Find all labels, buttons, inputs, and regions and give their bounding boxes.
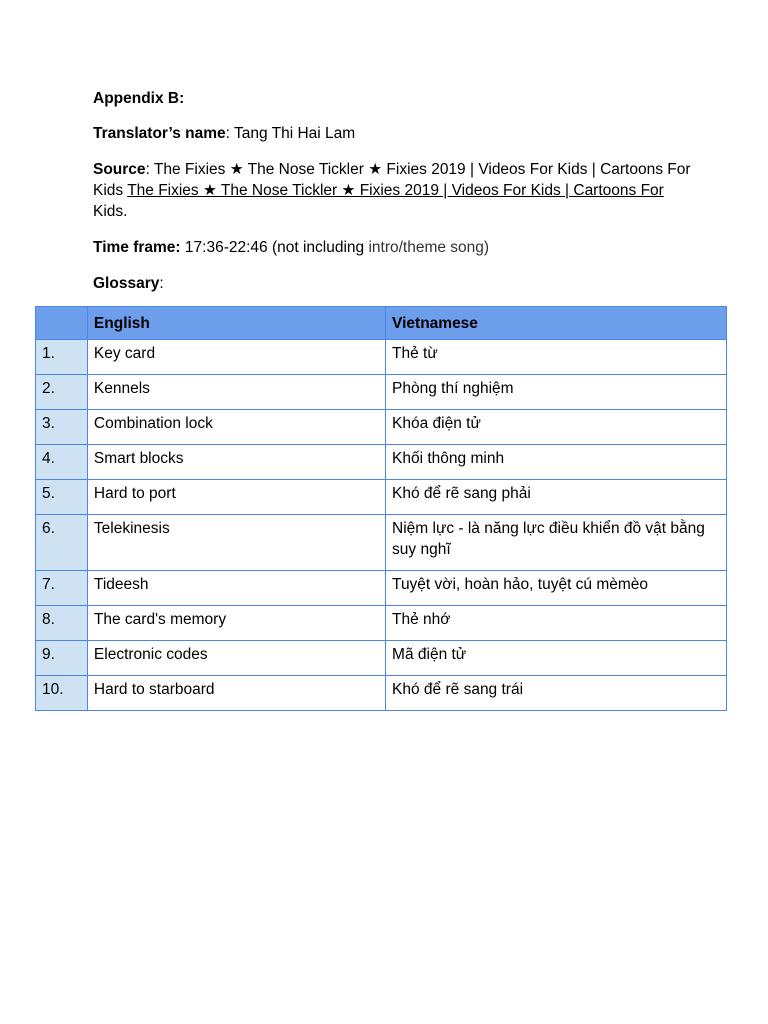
row-vietnamese: Khó để rẽ sang phải <box>386 480 727 515</box>
header-row <box>36 307 727 340</box>
row-english: Tideesh <box>87 571 385 606</box>
row-english: Kennels <box>87 375 385 410</box>
row-number: 4. <box>36 445 88 480</box>
glossary-label: Glossary <box>93 275 160 292</box>
glossary-heading <box>93 273 693 294</box>
time-frame-line <box>93 237 693 258</box>
row-number: 8. <box>36 606 88 641</box>
time-frame-label: Time frame: <box>93 239 181 256</box>
row-vietnamese: Niệm lực - là năng lực điều khiển đồ vật bằng suy nghĩ <box>386 515 727 571</box>
table-row <box>36 410 727 445</box>
table-row <box>36 515 727 571</box>
row-english: Key card <box>87 340 385 375</box>
row-vietnamese: Tuyệt vời, hoàn hảo, tuyệt cú mèmèo <box>386 571 727 606</box>
table-row <box>36 641 727 676</box>
row-english: Combination lock <box>87 410 385 445</box>
glossary-table-body <box>36 340 727 711</box>
glossary-table <box>35 306 727 711</box>
row-english: Hard to port <box>87 480 385 515</box>
glossary-colon: : <box>159 275 164 292</box>
row-english: Smart blocks <box>87 445 385 480</box>
table-row <box>36 480 727 515</box>
row-number: 6. <box>36 515 88 571</box>
source-tail: Kids. <box>93 203 128 220</box>
table-row <box>36 375 727 410</box>
table-row <box>36 676 727 711</box>
row-number: 1. <box>36 340 88 375</box>
header-number <box>36 307 88 340</box>
translator-line <box>93 123 693 144</box>
row-english: The card's memory <box>87 606 385 641</box>
row-number: 5. <box>36 480 88 515</box>
appendix-title: Appendix B: <box>93 90 185 107</box>
row-number: 9. <box>36 641 88 676</box>
table-row <box>36 571 727 606</box>
row-vietnamese: Khó để rẽ sang trái <box>386 676 727 711</box>
header-vietnamese: Vietnamese <box>386 307 727 340</box>
row-vietnamese: Khóa điện tử <box>386 410 727 445</box>
row-english: Telekinesis <box>87 515 385 571</box>
row-number: 10. <box>36 676 88 711</box>
row-number: 2. <box>36 375 88 410</box>
source-link[interactable]: The Fixies ★ The Nose Tickler ★ Fixies 2019 | Videos For Kids | Cartoons For <box>127 182 664 199</box>
source-text: : The Fixies ★ The Nose Tickler ★ Fixies 2019 | Videos For Kids | Cartoons For Kids <box>93 161 691 199</box>
row-english: Electronic codes <box>87 641 385 676</box>
row-number: 3. <box>36 410 88 445</box>
glossary-table-header <box>36 307 727 340</box>
row-vietnamese: Thẻ nhớ <box>386 606 727 641</box>
table-row <box>36 340 727 375</box>
row-vietnamese: Thẻ từ <box>386 340 727 375</box>
row-vietnamese: Phòng thí nghiệm <box>386 375 727 410</box>
row-number: 7. <box>36 571 88 606</box>
translator-value: : Tang Thi Hai Lam <box>225 125 356 142</box>
time-frame-value: 17:36-22:46 (not including <box>180 239 369 256</box>
time-frame-value-tail: intro/theme song) <box>368 239 490 256</box>
row-vietnamese: Khối thông minh <box>386 445 727 480</box>
header-english: English <box>87 307 385 340</box>
source-label: Source <box>93 161 146 178</box>
translator-label: Translator’s name <box>93 125 226 142</box>
row-vietnamese: Mã điện tử <box>386 641 727 676</box>
table-row <box>36 606 727 641</box>
source-line <box>93 159 693 222</box>
table-row <box>36 445 727 480</box>
document-body <box>93 88 693 294</box>
row-english: Hard to starboard <box>87 676 385 711</box>
